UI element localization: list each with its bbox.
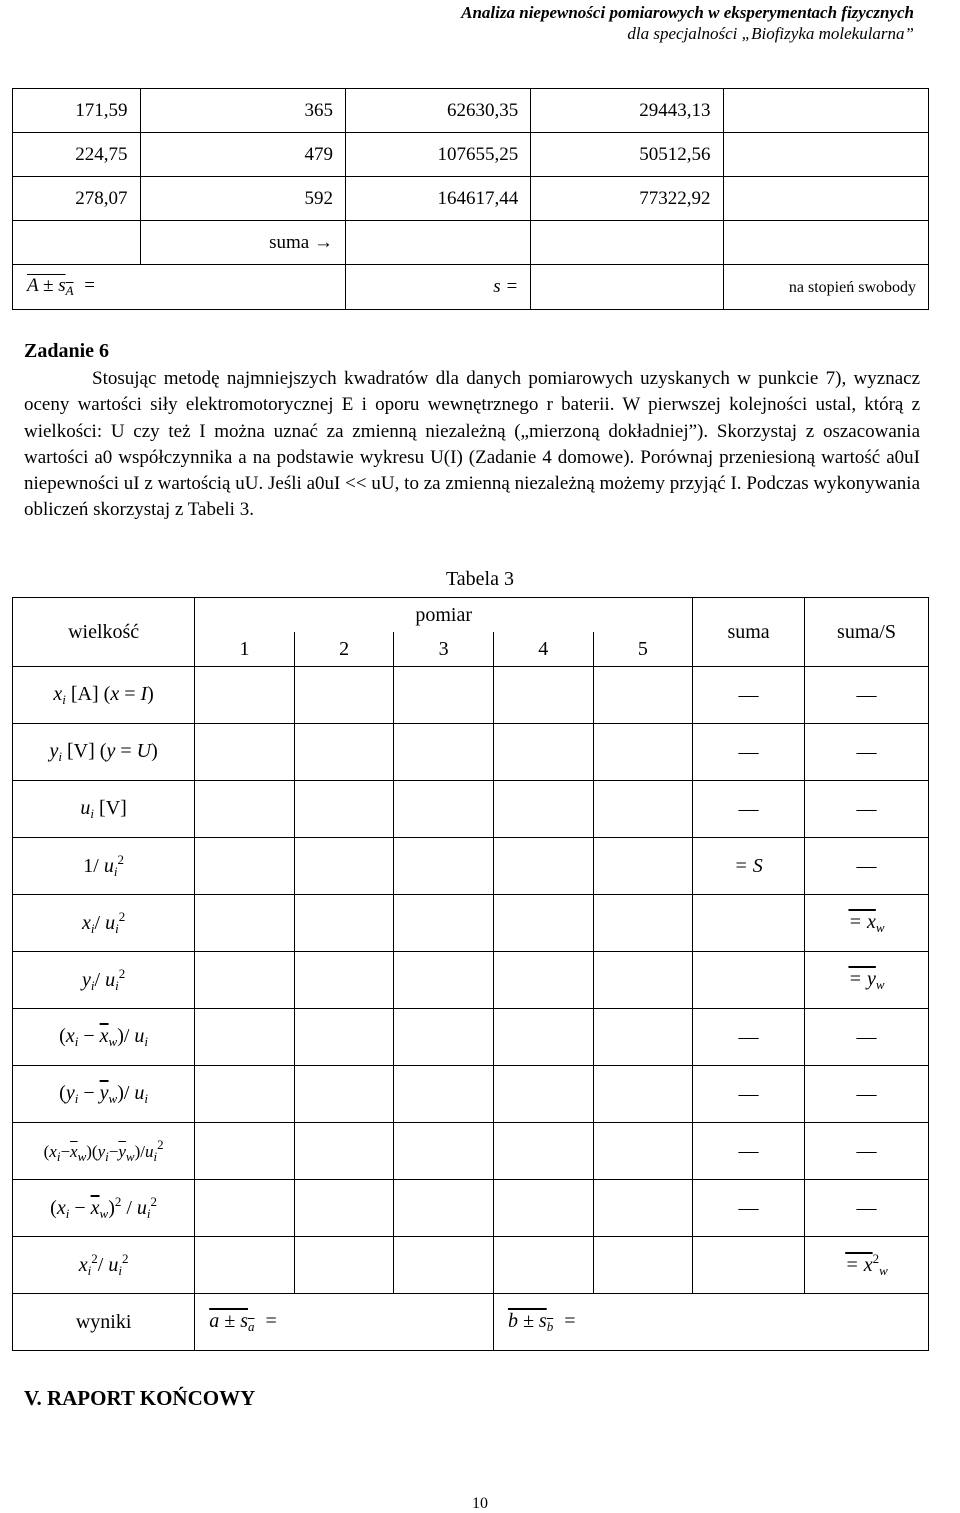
a-result-sub: A: [65, 283, 74, 298]
table-cell: [394, 667, 494, 724]
table-cell: [593, 781, 693, 838]
header-line-2: dla specjalności „Biofizyka molekularna”: [627, 24, 914, 43]
table-row: [13, 724, 929, 781]
table-cell: [493, 1009, 593, 1066]
results-table-top: [12, 88, 929, 310]
measurement-4: 4: [493, 632, 593, 667]
table-cell: 107655,25: [345, 133, 530, 177]
measurement-5: 5: [593, 632, 693, 667]
eq-xw-text: = x: [848, 910, 876, 933]
table-row: [13, 177, 929, 221]
table-cell: [693, 895, 805, 952]
dash: —: [805, 1066, 929, 1123]
table-cell: [294, 1009, 394, 1066]
dash: —: [693, 1009, 805, 1066]
header-line-1: Analiza niepewności pomiarowych w eksperymentach fizycznych: [461, 3, 914, 22]
table-cell: [493, 781, 593, 838]
a-result-label: A ± s: [27, 275, 66, 296]
table-row: [13, 1066, 929, 1123]
result-b-eq: =: [564, 1309, 576, 1332]
eq-yw-text: = y: [848, 967, 876, 990]
table-cell: [394, 1180, 494, 1237]
table-cell: [723, 221, 929, 265]
eq-s: = S: [693, 838, 805, 895]
suma-label: suma →: [140, 221, 345, 265]
dash: —: [693, 1066, 805, 1123]
table-cell: [394, 952, 494, 1009]
eq-yw: = $y_w$: [805, 952, 929, 1009]
table-cell: [394, 724, 494, 781]
dof-cell: [723, 265, 929, 310]
table-cell: [195, 838, 295, 895]
table-cell: [195, 667, 295, 724]
table-cell: [593, 895, 693, 952]
table-row: [13, 838, 929, 895]
result-a: a ± s: [209, 1309, 248, 1332]
eq-x2w-text: = x: [845, 1254, 873, 1276]
table-cell: [394, 1123, 494, 1180]
table-cell: [394, 781, 494, 838]
table-cell: [294, 781, 394, 838]
table-cell: [593, 1180, 693, 1237]
col-wielkosc: wielkość: [13, 598, 195, 667]
s-label: s =: [493, 276, 519, 297]
table-cell: 171,59: [13, 89, 141, 133]
table-cell: [723, 89, 929, 133]
result-b-cell: [493, 1294, 928, 1351]
table-cell: 62630,35: [345, 89, 530, 133]
dof-label: na stopień swobody: [788, 279, 916, 296]
table-cell: [723, 177, 929, 221]
table-cell: [195, 1009, 295, 1066]
table-cell: [394, 1066, 494, 1123]
table-cell: [493, 1123, 593, 1180]
row-label-dx2-u2: $(x_i - \overline{x}_w)^2 / u_i^2$: [13, 1180, 195, 1237]
table-row: [13, 1009, 929, 1066]
table-cell: 29443,13: [531, 89, 723, 133]
table-cell: [593, 724, 693, 781]
dash: —: [693, 781, 805, 838]
row-label-dx-u: $(x_i - \overline{x}_w)/$ $u_i$: [13, 1009, 195, 1066]
table-cell: [493, 724, 593, 781]
col-pomiar: pomiar: [195, 598, 693, 633]
table-cell: [693, 1237, 805, 1294]
table-row: [13, 265, 929, 310]
table-cell: [593, 952, 693, 1009]
table-cell: [593, 1237, 693, 1294]
dash: —: [693, 667, 805, 724]
measurement-3: 3: [394, 632, 494, 667]
table-row: [13, 1180, 929, 1237]
row-label-dxdy-u2: $(x_i-\overline{x}_w)(y_i-\overline{y}_w)/u_i^2$: [13, 1123, 195, 1180]
table-cell: 592: [140, 177, 345, 221]
table-cell: [493, 1066, 593, 1123]
table-cell: [195, 895, 295, 952]
table-cell: [394, 838, 494, 895]
dash: —: [693, 724, 805, 781]
page-number: 10: [472, 1495, 488, 1512]
task-paragraph: Stosując metodę najmniejszych kwadratów dla danych pomiarowych uzyskanych w punkcie 7), wyznacz oceny wartości siły elektromotorycznej E i oporu wewnętrznego r baterii. W pierwszej kolejności ustal, którą z wielkości: U czy też I można uznać za zmienną niezależną („mierzoną dokładniej”). Skorzystaj z oszacowania wartości a0 współczynnika a na podstawie wykresu U(I) (Zadanie 4 domowe). Porównaj przeniesioną wartość a0uI niepewności uI z wartością uU. Jeśli a0uI << uU, to za zmienną niezależną możemy przyjąć I. Podczas wykonywania obliczeń skorzystaj z Tabeli 3.: [24, 368, 920, 521]
table-cell: [294, 724, 394, 781]
row-label-y: $y_i$ [V] (y = U): [13, 724, 195, 781]
table-cell: [294, 952, 394, 1009]
dash: —: [805, 724, 929, 781]
measurement-2: 2: [294, 632, 394, 667]
table-cell: [593, 838, 693, 895]
table-cell: [593, 1066, 693, 1123]
table-row: [13, 895, 929, 952]
table-cell: 164617,44: [345, 177, 530, 221]
row-label-dy-u: $(y_i - \overline{y}_w)/$ $u_i$: [13, 1066, 195, 1123]
table-cell: [593, 1123, 693, 1180]
measurement-1: 1: [195, 632, 295, 667]
table-cell: [195, 724, 295, 781]
table-cell: [493, 667, 593, 724]
table-row: [13, 1123, 929, 1180]
row-label-inv-u2: 1/ $u_i^2$: [13, 838, 195, 895]
table-cell: 77322,92: [531, 177, 723, 221]
table-cell: [294, 1237, 394, 1294]
dash: —: [805, 1180, 929, 1237]
table-cell: [195, 952, 295, 1009]
table-cell: [394, 1009, 494, 1066]
task-text: [24, 366, 920, 524]
table-row: [13, 221, 929, 265]
dash: —: [805, 1009, 929, 1066]
row-label-y-u2: $y_i/$ $u_i^2$: [13, 952, 195, 1009]
table-cell: [294, 838, 394, 895]
table-header-row: [13, 598, 929, 633]
table-cell: [294, 895, 394, 952]
table-cell: [294, 1180, 394, 1237]
table-cell: [493, 895, 593, 952]
table-cell: [294, 667, 394, 724]
table-cell: [493, 838, 593, 895]
eq-x2w: = $x^2_w$: [805, 1237, 929, 1294]
table-cell: [531, 265, 723, 310]
table-cell: [394, 895, 494, 952]
task-title: Zadanie 6: [24, 340, 110, 362]
table-cell: 224,75: [13, 133, 141, 177]
table-cell: [345, 221, 530, 265]
table-row: [13, 781, 929, 838]
table-cell: 365: [140, 89, 345, 133]
table-cell: [294, 1123, 394, 1180]
a-result-eq: =: [84, 275, 96, 296]
a-result-cell: [13, 265, 346, 310]
result-a-sub: a: [247, 1318, 255, 1334]
table-cell: 278,07: [13, 177, 141, 221]
table-cell: [195, 1180, 295, 1237]
table-caption: Tabela 3: [445, 568, 514, 590]
eq-xw: = $x_w$: [805, 895, 929, 952]
dash: —: [805, 838, 929, 895]
row-label-x-u2: $x_i/$ $u_i^2$: [13, 895, 195, 952]
s-cell: [345, 265, 530, 310]
result-b: b ± s: [507, 1309, 547, 1332]
section-title: V. RAPORT KOŃCOWY: [24, 1386, 256, 1410]
results-row: [13, 1294, 929, 1351]
result-a-eq: =: [265, 1309, 277, 1332]
table-3: [12, 597, 929, 1351]
table-cell: [723, 133, 929, 177]
table-row: [13, 1237, 929, 1294]
table-cell: [593, 1009, 693, 1066]
dash: —: [805, 1123, 929, 1180]
dash: —: [693, 1180, 805, 1237]
row-label-x: $x_i$ [A] (x = I): [13, 667, 195, 724]
page-header: [461, 2, 914, 44]
table-cell: [195, 781, 295, 838]
table-cell: [493, 1180, 593, 1237]
table-cell: [394, 1237, 494, 1294]
col-suma-s: suma/S: [805, 598, 929, 667]
table-row: [13, 667, 929, 724]
table-cell: [493, 1237, 593, 1294]
table-cell: [493, 952, 593, 1009]
dash: —: [693, 1123, 805, 1180]
table-cell: [531, 221, 723, 265]
row-label-u: $u_i$ [V]: [13, 781, 195, 838]
table-cell: 50512,56: [531, 133, 723, 177]
row-label-x2-u2: $x_i^2/$ $u_i^2$: [13, 1237, 195, 1294]
result-a-cell: [195, 1294, 494, 1351]
result-b-sub: b: [546, 1318, 554, 1334]
table-row: [13, 89, 929, 133]
table-row: [13, 133, 929, 177]
table-cell: 479: [140, 133, 345, 177]
dash: —: [805, 667, 929, 724]
dash: —: [805, 781, 929, 838]
table-cell: [294, 1066, 394, 1123]
table-row: [13, 952, 929, 1009]
results-label: wyniki: [13, 1294, 195, 1351]
table-cell: [195, 1123, 295, 1180]
table-cell: [195, 1066, 295, 1123]
table-cell: [593, 667, 693, 724]
table-cell: [693, 952, 805, 1009]
table-cell: [13, 221, 141, 265]
col-suma: suma: [693, 598, 805, 667]
table-cell: [195, 1237, 295, 1294]
